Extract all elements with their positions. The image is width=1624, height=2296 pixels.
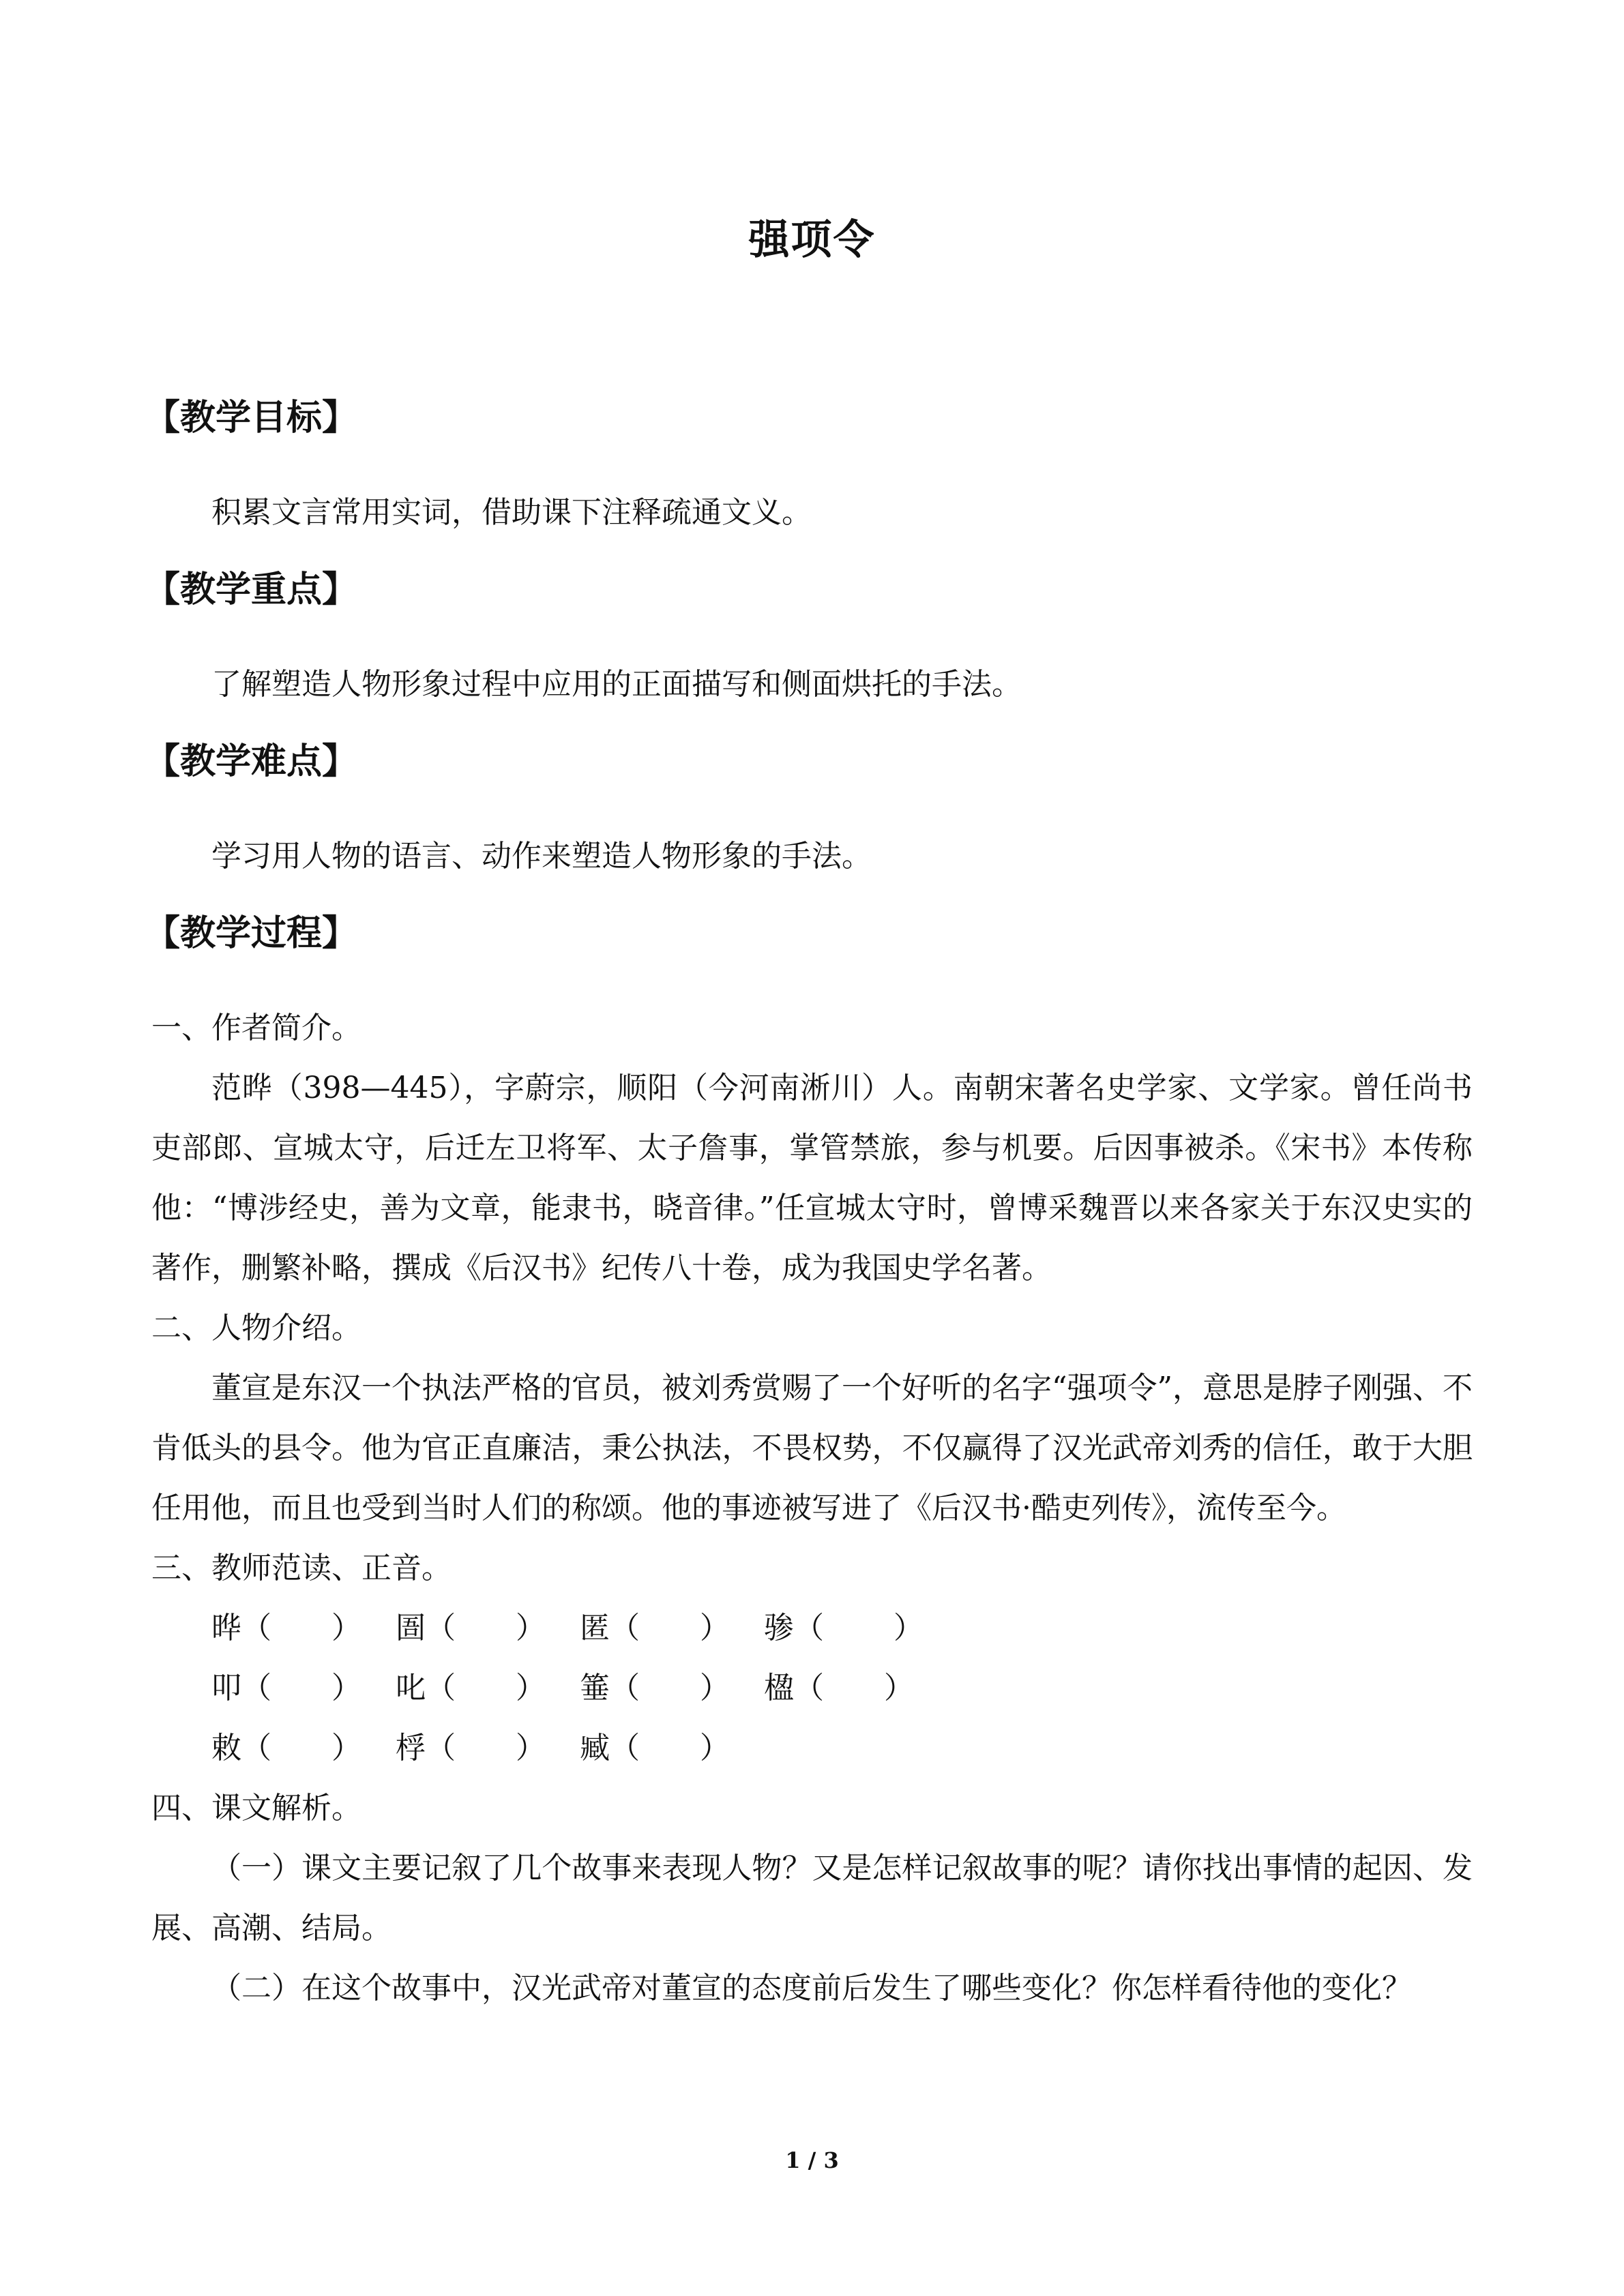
step-character-body: 董宣是东汉一个执法严格的官员，被刘秀赏赐了一个好听的名字“强项令”，意思是脖子刚强、不肯低头的县令。他为官正直廉洁，秉公执法，不畏权势，不仅赢得了汉光武帝刘秀的信任，敢于大胆任用他，而且也受到当时人们的称颂。他的事迹被写进了《后汉书·酷吏列传》，流传至今。 (151, 1371, 1473, 1525)
heading-difficulties: 【教学难点】 (145, 741, 358, 782)
heading-process: 【教学过程】 (145, 913, 358, 954)
difficulties-text: 学习用人物的语言、动作来塑造人物形象的手法。 (211, 839, 872, 874)
pronunciation-item: 桴（ ） (396, 1731, 546, 1765)
pronunciation-item: 楹（ ） (764, 1671, 914, 1705)
pronunciation-item: 叩（ ） (211, 1671, 361, 1705)
pronunciation-item: 晔（ ） (211, 1611, 361, 1645)
pronunciation-row (211, 1598, 1473, 1658)
document-title: 强项令 (748, 216, 876, 264)
step-reading-title: 三、教师范读、正音。 (151, 1551, 452, 1585)
pronunciation-item: 圄（ ） (396, 1611, 546, 1645)
step-character-title: 二、人物介绍。 (151, 1311, 361, 1345)
pronunciation-item: 敕（ ） (211, 1731, 361, 1765)
analysis-question-2: （二）在这个故事中，汉光武帝对董宣的态度前后发生了哪些变化？你怎样看待他的变化？ (211, 1971, 1412, 2006)
step-analysis-title: 四、课文解析。 (151, 1791, 361, 1825)
key-points-text: 了解塑造人物形象过程中应用的正面描写和侧面烘托的手法。 (211, 667, 1022, 702)
pronunciation-item: 叱（ ） (396, 1671, 546, 1705)
pronunciation-item: 匿（ ） (580, 1611, 730, 1645)
objectives-text: 积累文言常用实词，借助课下注释疏通文义。 (211, 495, 812, 530)
pronunciation-item: 骖（ ） (764, 1611, 924, 1645)
pronunciation-item: 臧（ ） (580, 1731, 730, 1765)
page-number: 1 / 3 (785, 2147, 839, 2173)
pronunciation-row (211, 1658, 1473, 1718)
pronunciation-item: 箠（ ） (580, 1671, 730, 1705)
step-author-body: 范晔（398—445），字蔚宗，顺阳（今河南淅川）人。南朝宋著名史学家、文学家。曾任尚书吏部郎、宣城太守，后迁左卫将军、太子詹事，掌管禁旅，参与机要。后因事被杀。《宋书》本传称他：“博涉经史，善为文章，能隶书，晓音律。”任宣城太守时，曾博采魏晋以来各家关于东汉史实的著作，删繁补略，撰成《后汉书》纪传八十卷，成为我国史学名著。 (151, 1071, 1473, 1285)
pronunciation-row (211, 1718, 1473, 1778)
step-author-title: 一、作者简介。 (151, 1011, 361, 1045)
analysis-question-1: （一）课文主要记叙了几个故事来表现人物？又是怎样记叙故事的呢？请你找出事情的起因、发展、高潮、结局。 (151, 1851, 1473, 1945)
heading-objectives: 【教学目标】 (145, 398, 358, 438)
heading-key-points: 【教学重点】 (145, 569, 358, 610)
document-content (145, 387, 1473, 2018)
